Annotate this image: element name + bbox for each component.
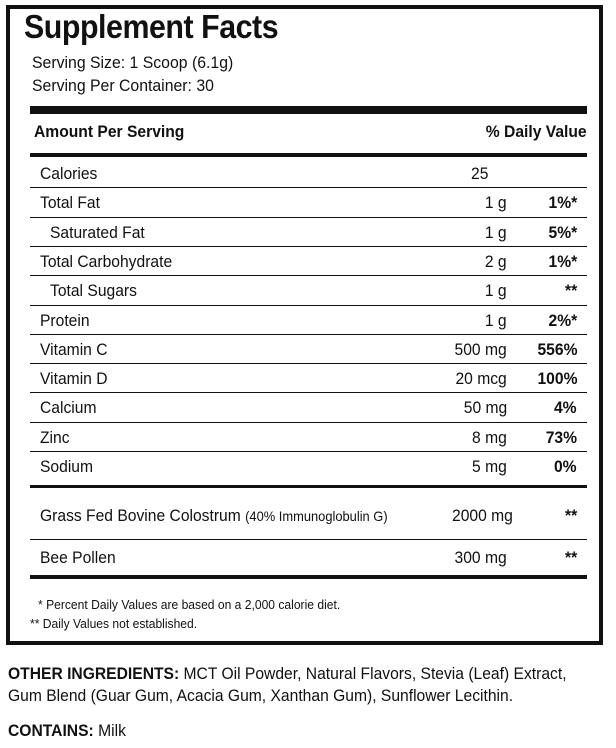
table-row: [30, 188, 587, 217]
nutrient-amount: 1 g: [485, 310, 507, 330]
table-row: [30, 306, 587, 335]
row-divider: [30, 539, 587, 540]
thick-rule-top: [30, 106, 587, 114]
footnote-dv-not-established: ** Daily Values not established.: [30, 616, 198, 631]
table-row: [30, 218, 587, 247]
nutrient-label: Total Sugars: [50, 281, 137, 301]
nutrient-daily-value: 1%*: [548, 251, 577, 271]
nutrient-amount: 50 mg: [463, 398, 507, 418]
table-row: [30, 501, 587, 533]
table-row: [30, 364, 587, 393]
table-row: [30, 276, 587, 305]
nutrient-label: Calcium: [40, 398, 97, 418]
nutrient-label: Vitamin D: [40, 369, 108, 389]
nutrient-amount: 25: [471, 164, 489, 183]
nutrient-daily-value: 2%*: [548, 310, 577, 330]
nutrient-daily-value: **: [564, 281, 577, 301]
nutrient-daily-value: 1%*: [548, 193, 577, 213]
nutrient-daily-value: 4%: [554, 398, 577, 418]
table-row: [30, 247, 587, 276]
contains-value: Milk: [98, 721, 126, 740]
nutrient-amount: 5 mg: [472, 457, 507, 476]
nutrient-label: Zinc: [40, 427, 70, 447]
serving-size: Serving Size: 1 Scoop (6.1g): [32, 53, 234, 72]
table-row: [30, 423, 587, 452]
servings-per-container: Serving Per Container: 30: [32, 76, 214, 95]
nutrient-label: Calories: [40, 164, 98, 183]
nutrient-daily-value: 0%: [554, 457, 577, 476]
nutrient-daily-value: 556%: [536, 339, 577, 359]
daily-value-header: % Daily Value: [486, 122, 587, 141]
nutrient-label: Sodium: [40, 457, 94, 476]
contains-statement: [8, 720, 597, 742]
nutrient-amount: 1 g: [485, 222, 507, 242]
table-row: [30, 335, 587, 364]
table-row: [30, 543, 587, 572]
thick-rule-bottom: [30, 575, 587, 579]
other-ingredients: [8, 663, 597, 707]
nutrient-daily-value: 100%: [536, 369, 577, 389]
panel-title: Supplement Facts: [24, 8, 279, 45]
table-row: [30, 452, 587, 481]
nutrient-amount: 1 g: [485, 193, 507, 213]
amount-per-serving-header: Amount Per Serving: [34, 122, 185, 141]
nutrient-label: Grass Fed Bovine Colostrum (40% Immunoglobulin G): [40, 506, 388, 525]
nutrient-amount: 20 mcg: [455, 369, 507, 389]
nutrient-amount: 2000 mg: [452, 506, 513, 525]
table-row: [30, 393, 587, 422]
nutrient-label: Total Carbohydrate: [40, 251, 173, 271]
supplement-facts-panel: [6, 5, 603, 645]
nutrient-daily-value: **: [564, 548, 577, 567]
nutrient-daily-value: 73%: [545, 427, 577, 447]
nutrient-amount: 8 mg: [472, 427, 507, 447]
nutrient-amount: 500 mg: [454, 339, 507, 359]
table-row: [30, 159, 587, 188]
nutrient-label: Vitamin C: [40, 339, 108, 359]
nutrient-amount: 1 g: [485, 281, 507, 301]
nutrient-amount: 300 mg: [454, 548, 507, 567]
nutrient-label: Total Fat: [40, 193, 100, 213]
section-rule: [30, 485, 587, 488]
nutrient-daily-value: **: [564, 506, 577, 525]
nutrient-daily-value: 5%*: [548, 222, 577, 242]
other-ingredients-label: OTHER INGREDIENTS:: [8, 664, 180, 683]
nutrient-label: Bee Pollen: [40, 548, 116, 567]
contains-label: CONTAINS:: [8, 721, 94, 740]
nutrient-label: Saturated Fat: [50, 222, 145, 242]
nutrient-amount: 2 g: [485, 251, 507, 271]
nutrient-label: Protein: [40, 310, 90, 330]
other-ingredients-line1: MCT Oil Powder, Natural Flavors, Stevia (Leaf) Extract,: [183, 664, 567, 683]
header-rule: [30, 153, 587, 157]
other-ingredients-line2: Gum Blend (Guar Gum, Acacia Gum, Xanthan Gum), Sunflower Lecithin.: [8, 686, 514, 705]
footnote-percent-dv: * Percent Daily Values are based on a 2,000 calorie diet.: [38, 597, 341, 612]
